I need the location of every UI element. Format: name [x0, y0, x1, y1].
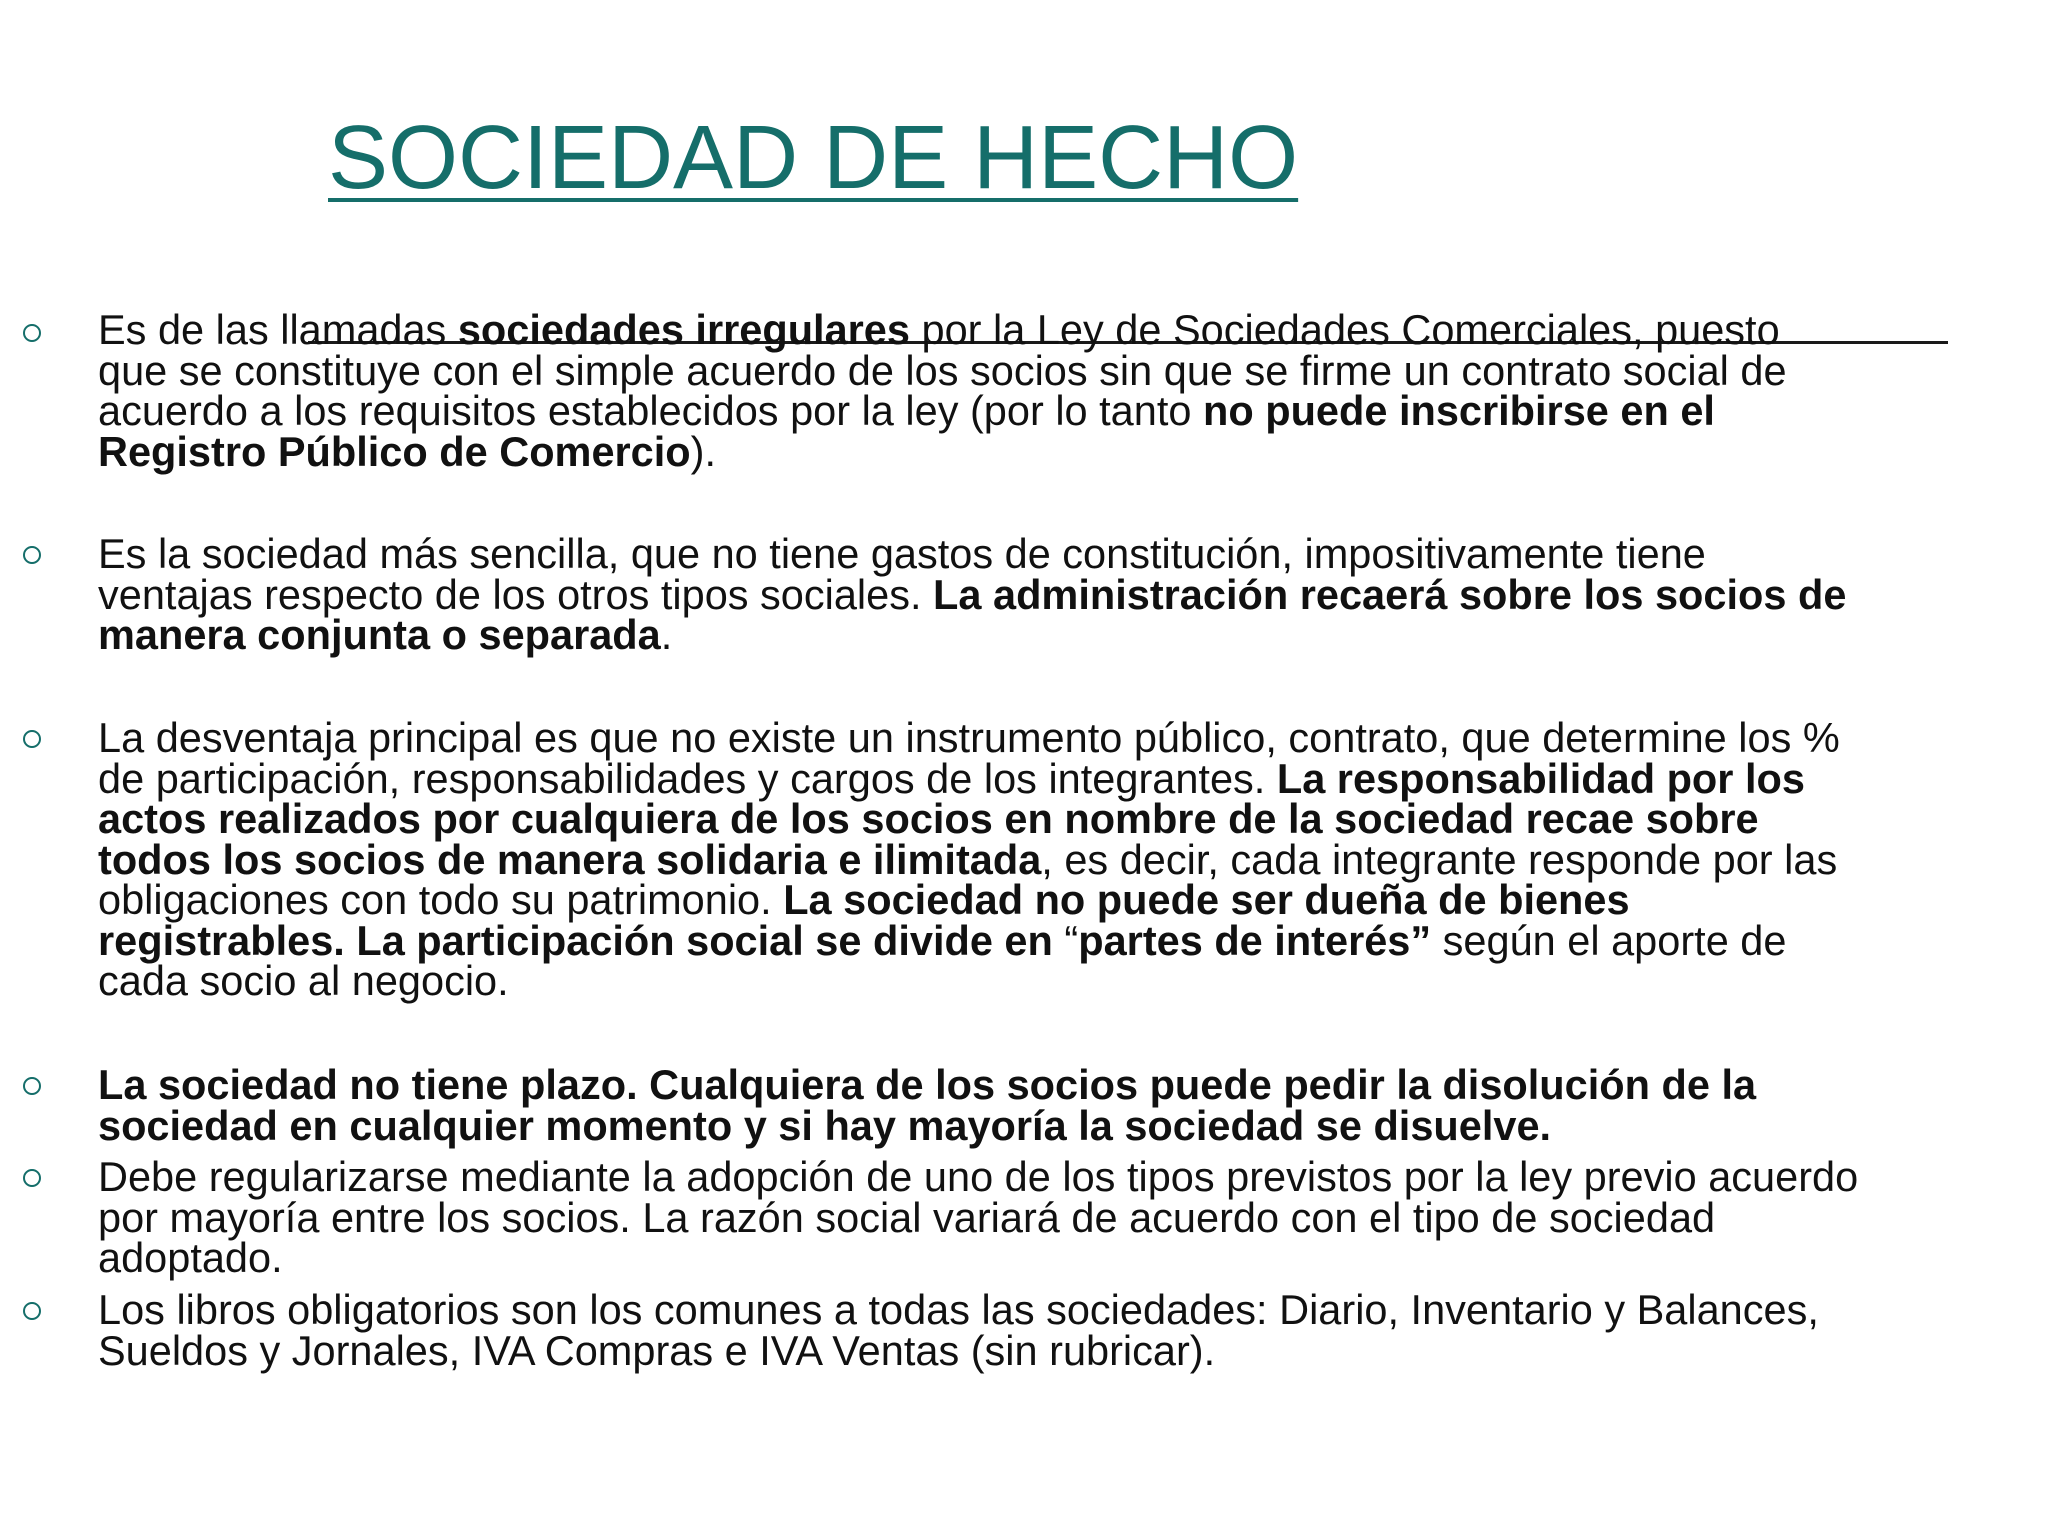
- list-item-text: [98, 306, 2038, 475]
- text-line: [98, 876, 2038, 923]
- text-run: La desventaja principal es que no existe un instrumento público, contrato, que determine los %: [98, 714, 1840, 761]
- hollow-circle-icon: [23, 730, 41, 748]
- bold-text-run: La sociedad no puede ser dueña de bienes: [783, 876, 1630, 923]
- text-line: [98, 795, 2038, 842]
- list-item-text: [98, 1061, 2038, 1149]
- text-line: [98, 714, 2038, 761]
- text-line: [98, 530, 2038, 577]
- text-line: [98, 570, 2038, 618]
- text-run: que se constituye con el simple acuerdo de los socios sin que se firme un contrato social de: [98, 346, 1787, 394]
- text-run: ).: [690, 427, 716, 475]
- hollow-circle-icon: [23, 1169, 41, 1187]
- text-line: [98, 427, 2038, 475]
- text-run: Es la sociedad más sencilla, que no tiene gastos de constitución, impositivamente tiene: [98, 530, 1706, 577]
- text-line: [98, 611, 2038, 658]
- text-line: [98, 306, 2038, 353]
- text-run: cada socio al negocio.: [98, 957, 509, 1004]
- bold-text-run: La responsabilidad por los: [1276, 754, 1805, 802]
- hollow-circle-icon: [23, 1077, 41, 1095]
- text-line: [98, 835, 2038, 883]
- text-line: [98, 916, 2038, 964]
- bold-text-run: sociedades irregulares: [457, 306, 910, 353]
- hollow-circle-icon: [23, 1302, 41, 1320]
- text-line: [98, 1234, 2038, 1281]
- bold-text-run: La administración recaerá sobre los socios de: [933, 570, 1847, 618]
- text-line: [98, 1326, 2038, 1374]
- text-run: de participación, responsabilidades y cargos de los integrantes.: [98, 754, 1277, 802]
- text-run: Debe regularizarse mediante la adopción de uno de los tipos previstos por la ley previo acuerdo: [98, 1153, 1859, 1200]
- bold-text-run: registrables. La participación social se divide en: [98, 916, 1065, 964]
- text-run: obligaciones con todo su patrimonio.: [98, 876, 784, 923]
- text-line: [98, 1101, 2038, 1149]
- bold-text-run: manera conjunta o separada: [98, 611, 661, 658]
- bold-text-run: Registro Público de Comercio: [98, 427, 691, 475]
- text-line: [98, 1193, 2038, 1241]
- bold-text-run: no puede inscribirse en el: [1202, 387, 1715, 434]
- text-run: por la Ley de Sociedades Comerciales, puesto: [909, 306, 1780, 353]
- text-line: [98, 1061, 2038, 1108]
- bold-text-run: partes de interés”: [1078, 916, 1432, 964]
- text-run: , es decir, cada integrante responde por las: [1041, 835, 1838, 883]
- text-run: Los libros obligatorios son los comunes a todas las sociedades: Diario, Inventario y Balances,: [98, 1286, 1819, 1333]
- text-run: acuerdo a los requisitos establecidos por la ley (por lo tanto: [98, 387, 1203, 434]
- text-run: adoptado.: [98, 1234, 283, 1281]
- text-run: Sueldos y Jornales, IVA Compras e IVA Ventas (sin rubricar).: [98, 1326, 1216, 1374]
- text-run: “: [1064, 916, 1079, 964]
- text-line: [98, 387, 2038, 434]
- bold-text-run: actos realizados por cualquiera de los socios en nombre de la sociedad recae sobre: [98, 795, 1759, 842]
- text-run: .: [660, 611, 673, 658]
- text-line: [98, 754, 2038, 802]
- bold-text-run: La sociedad no tiene plazo. Cualquiera de los socios puede pedir la disolución de la: [98, 1061, 1757, 1108]
- slide-title: SOCIEDAD DE HECHO: [328, 108, 1299, 208]
- bold-text-run: todos los socios de manera solidaria e ilimitada: [98, 835, 1042, 883]
- text-line: [98, 1286, 2038, 1333]
- hollow-circle-icon: [23, 324, 41, 342]
- text-run: Es de las llamadas: [98, 306, 458, 353]
- text-run: ventajas respecto de los otros tipos sociales.: [98, 570, 934, 618]
- list-item-text: [98, 530, 2038, 658]
- text-run: según el aporte de: [1431, 916, 1787, 964]
- text-run: por mayoría entre los socios. La razón social variará de acuerdo con el tipo de sociedad: [98, 1193, 1716, 1241]
- hollow-circle-icon: [23, 546, 41, 564]
- text-line: [98, 346, 2038, 394]
- text-line: [98, 957, 2038, 1004]
- bold-text-run: sociedad en cualquier momento y si hay mayoría la sociedad se disuelve.: [98, 1101, 1552, 1149]
- list-item-text: [98, 1286, 2038, 1374]
- text-line: [98, 1153, 2038, 1200]
- list-item-text: [98, 1153, 2038, 1281]
- list-item-text: [98, 714, 2038, 1004]
